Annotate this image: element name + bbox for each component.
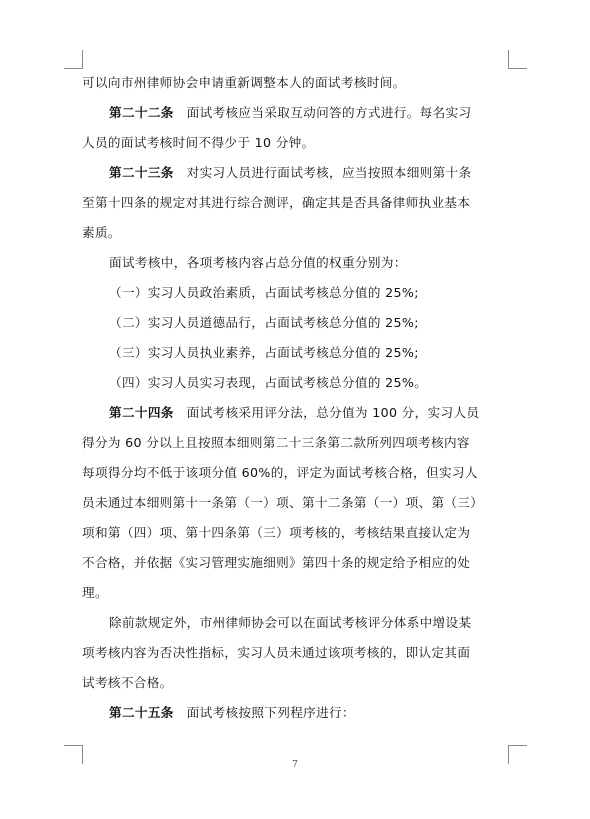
text-line: 素质。 xyxy=(82,225,121,240)
document-body xyxy=(82,68,508,728)
list-item: （三）实习人员执业素养，占面试考核总分值的 25%; xyxy=(109,345,419,360)
article-number: 第二十四条 xyxy=(109,405,174,420)
text-line: 不合格，并依据《实习管理实施细则》第四十条的规定给予相应的处 xyxy=(82,555,471,570)
text-line: 得分为 60 分以上且按照本细则第二十三条第二款所列四项考核内容 xyxy=(82,435,470,450)
article-line: 第二十四条 面试考核采用评分法，总分值为 100 分，实习人员 xyxy=(109,405,480,420)
article-line: 第二十二条 面试考核应当采取互动问答的方式进行。每名实习 xyxy=(109,105,472,120)
text-line: 每项得分均不低于该项分值 60%的，评定为面试考核合格，但实习人 xyxy=(82,465,478,480)
article-line: 第二十三条 对实习人员进行面试考核，应当按照本细则第十条 xyxy=(109,165,472,180)
text-line: 除前款规定外，市州律师协会可以在面试考核评分体系中增设某 xyxy=(109,615,472,630)
text-line: 项和第（四）项、第十四条第（三）项考核的，考核结果直接认定为 xyxy=(82,525,471,540)
crop-mark-top-left xyxy=(64,50,83,69)
text-line: 人员的面试考核时间不得少于 10 分钟。 xyxy=(82,135,315,150)
article-number: 第二十五条 xyxy=(109,705,174,720)
page-number: 7 xyxy=(292,760,298,770)
article-line: 第二十五条 面试考核按照下列程序进行： xyxy=(109,705,355,720)
list-item: （二）实习人员道德品行，占面试考核总分值的 25%; xyxy=(109,315,419,330)
text-line: 至第十四条的规定对其进行综合测评，确定其是否具备律师执业基本 xyxy=(82,195,471,210)
list-item: （一）实习人员政治素质，占面试考核总分值的 25%; xyxy=(109,285,419,300)
crop-mark-top-right xyxy=(508,50,527,69)
text-line: 面试考核中，各项考核内容占总分值的权重分别为： xyxy=(109,255,407,270)
text-line: 试考核不合格。 xyxy=(82,675,173,690)
text-line: 可以向市州律师协会申请重新调整本人的面试考核时间。 xyxy=(82,75,406,90)
article-number: 第二十三条 xyxy=(109,165,174,180)
list-item: （四）实习人员实习表现，占面试考核总分值的 25%。 xyxy=(109,375,428,390)
text-line: 项考核内容为否决性指标，实习人员未通过该项考核的，即认定其面 xyxy=(82,645,471,660)
text-line: 理。 xyxy=(82,585,108,600)
text-line: 员未通过本细则第十一条第（一）项、第十二条第（一）项、第（三） xyxy=(82,495,484,510)
article-number: 第二十二条 xyxy=(109,105,174,120)
